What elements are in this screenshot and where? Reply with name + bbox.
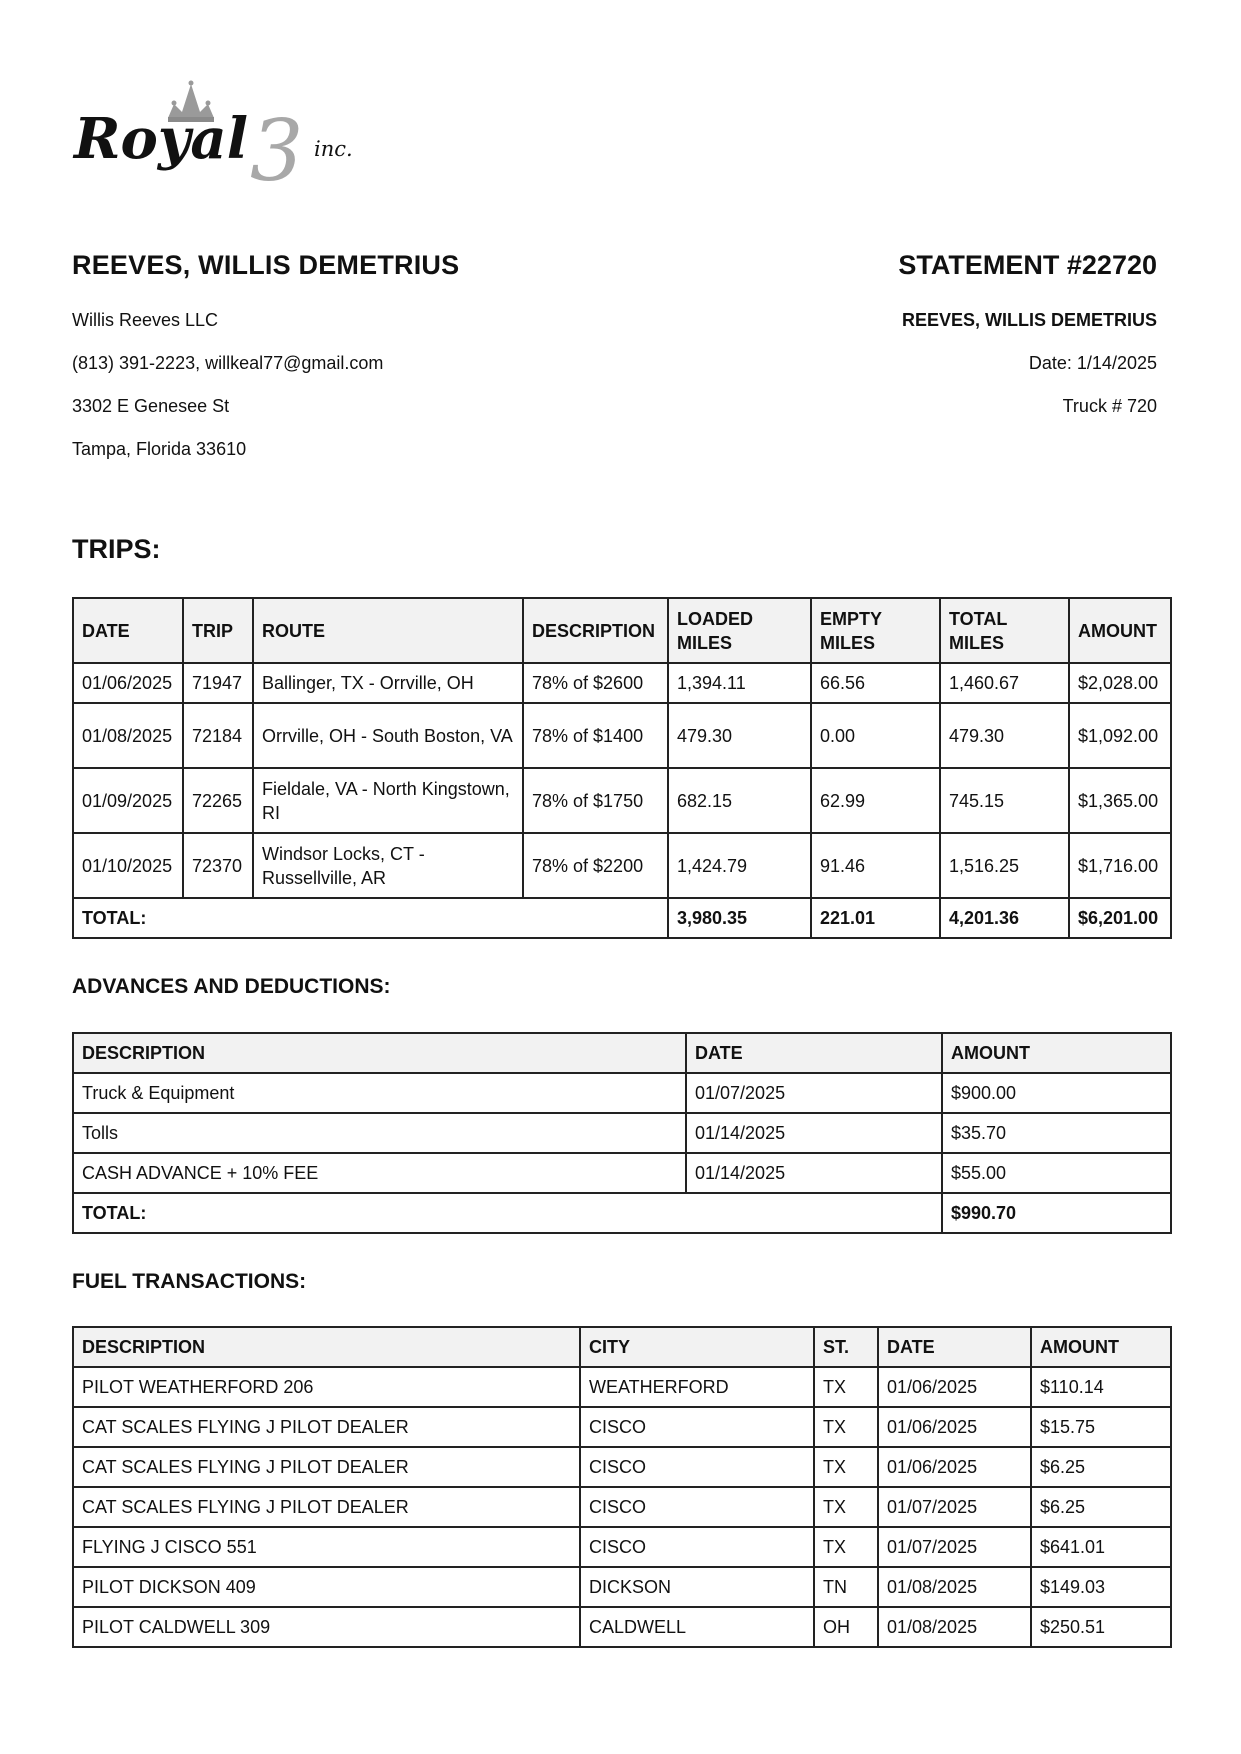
table-cell: 1,516.25 (940, 833, 1069, 898)
table-cell: 66.56 (811, 663, 940, 703)
total-empty-miles: 221.01 (811, 898, 940, 938)
table-cell: 479.30 (668, 703, 811, 768)
table-cell: DICKSON (580, 1567, 814, 1607)
table-cell: 71947 (183, 663, 253, 703)
table-cell: OH (814, 1607, 878, 1647)
table-row (73, 1113, 1171, 1153)
table-cell: $250.51 (1031, 1607, 1171, 1647)
table-row (73, 1527, 1171, 1567)
table-row (73, 703, 1171, 768)
column-header: CITY (580, 1327, 814, 1367)
table-cell: 01/08/2025 (878, 1607, 1031, 1647)
table-cell: $1,092.00 (1069, 703, 1171, 768)
table-cell: CAT SCALES FLYING J PILOT DEALER (73, 1407, 580, 1447)
table-cell: $2,028.00 (1069, 663, 1171, 703)
table-cell: 01/07/2025 (686, 1073, 942, 1113)
table-cell: FLYING J CISCO 551 (73, 1527, 580, 1567)
driver-contact: (813) 391-2223, willkeal77@gmail.com (72, 353, 384, 373)
truck-number: Truck # 720 (1062, 396, 1157, 416)
table-cell: $15.75 (1031, 1407, 1171, 1447)
column-header: ST. (814, 1327, 878, 1367)
table-cell: 0.00 (811, 703, 940, 768)
table-cell: CISCO (580, 1527, 814, 1567)
table-cell: Windsor Locks, CT - Russellville, AR (253, 833, 523, 898)
table-cell: TX (814, 1407, 878, 1447)
table-cell: TN (814, 1567, 878, 1607)
table-cell: 62.99 (811, 768, 940, 833)
driver-address-line2: Tampa, Florida 33610 (72, 439, 247, 459)
table-cell: CISCO (580, 1407, 814, 1447)
column-header: DATE (686, 1033, 942, 1073)
driver-company: Willis Reeves LLC (72, 310, 219, 330)
table-cell: 1,424.79 (668, 833, 811, 898)
table-cell: Tolls (73, 1113, 686, 1153)
table-header-row (73, 1033, 1171, 1073)
advances-table (72, 1032, 1172, 1234)
table-cell: 72265 (183, 768, 253, 833)
table-cell: $149.03 (1031, 1567, 1171, 1607)
table-row (73, 1367, 1171, 1407)
table-cell: 78% of $1400 (523, 703, 668, 768)
table-cell: 72184 (183, 703, 253, 768)
column-header: ROUTE (253, 598, 523, 663)
trips-heading: TRIPS: (72, 534, 161, 564)
column-header: AMOUNT (1069, 598, 1171, 663)
table-cell: 78% of $2600 (523, 663, 668, 703)
fuel-table (72, 1326, 1172, 1648)
total-row (73, 1193, 1171, 1233)
table-cell: Fieldale, VA - North Kingstown, RI (253, 768, 523, 833)
table-cell: CISCO (580, 1447, 814, 1487)
table-cell: TX (814, 1487, 878, 1527)
table-row (73, 1487, 1171, 1527)
table-cell: 479.30 (940, 703, 1069, 768)
table-cell: $1,716.00 (1069, 833, 1171, 898)
table-cell: CAT SCALES FLYING J PILOT DEALER (73, 1487, 580, 1527)
advances-heading: ADVANCES AND DEDUCTIONS: (72, 975, 391, 998)
table-cell: PILOT CALDWELL 309 (73, 1607, 580, 1647)
statement-driver-name: REEVES, WILLIS DEMETRIUS (901, 310, 1157, 330)
total-label: TOTAL: (73, 1193, 942, 1233)
statement-title: STATEMENT #22720 (898, 250, 1157, 280)
table-cell: 01/07/2025 (878, 1487, 1031, 1527)
table-cell: TX (814, 1367, 878, 1407)
table-cell: $1,365.00 (1069, 768, 1171, 833)
table-cell: 78% of $1750 (523, 768, 668, 833)
column-header: DESCRIPTION (73, 1327, 580, 1367)
total-row (73, 898, 1171, 938)
company-logo (72, 76, 392, 196)
column-header: DATE (73, 598, 183, 663)
table-cell: TX (814, 1447, 878, 1487)
table-cell: 01/06/2025 (878, 1447, 1031, 1487)
column-header: DESCRIPTION (523, 598, 668, 663)
table-header-row (73, 1327, 1171, 1367)
column-header: AMOUNT (1031, 1327, 1171, 1367)
svg-text:3: 3 (250, 102, 304, 196)
trips-table (72, 597, 1172, 939)
table-row (73, 663, 1171, 703)
table-cell: WEATHERFORD (580, 1367, 814, 1407)
total-label: TOTAL: (73, 898, 668, 938)
table-cell: CASH ADVANCE + 10% FEE (73, 1153, 686, 1193)
table-row (73, 1407, 1171, 1447)
driver-name-heading: REEVES, WILLIS DEMETRIUS (72, 250, 460, 280)
driver-address-line1: 3302 E Genesee St (72, 396, 230, 416)
table-cell: 01/10/2025 (73, 833, 183, 898)
table-cell: 91.46 (811, 833, 940, 898)
table-row (73, 1607, 1171, 1647)
table-cell: 01/14/2025 (686, 1113, 942, 1153)
statement-date: Date: 1/14/2025 (1028, 353, 1157, 373)
table-cell: 1,460.67 (940, 663, 1069, 703)
total-amount: $990.70 (942, 1193, 1171, 1233)
table-row (73, 1447, 1171, 1487)
table-cell: 745.15 (940, 768, 1069, 833)
table-cell: 682.15 (668, 768, 811, 833)
column-header: DESCRIPTION (73, 1033, 686, 1073)
total-miles: 4,201.36 (940, 898, 1069, 938)
column-header: TOTAL MILES (940, 598, 1069, 663)
table-cell: 01/07/2025 (878, 1527, 1031, 1567)
table-cell: CAT SCALES FLYING J PILOT DEALER (73, 1447, 580, 1487)
table-cell: 01/14/2025 (686, 1153, 942, 1193)
column-header: DATE (878, 1327, 1031, 1367)
table-cell: $900.00 (942, 1073, 1171, 1113)
column-header: LOADED MILES (668, 598, 811, 663)
column-header: EMPTY MILES (811, 598, 940, 663)
total-amount: $6,201.00 (1069, 898, 1171, 938)
table-row (73, 1073, 1171, 1113)
table-cell: Ballinger, TX - Orrville, OH (253, 663, 523, 703)
fuel-heading: FUEL TRANSACTIONS: (72, 1270, 307, 1293)
table-cell: $110.14 (1031, 1367, 1171, 1407)
table-cell: 1,394.11 (668, 663, 811, 703)
table-cell: CISCO (580, 1487, 814, 1527)
table-row (73, 833, 1171, 898)
svg-text:Royal: Royal (74, 106, 248, 172)
column-header: AMOUNT (942, 1033, 1171, 1073)
table-cell: $55.00 (942, 1153, 1171, 1193)
table-cell: $35.70 (942, 1113, 1171, 1153)
table-row (73, 1153, 1171, 1193)
table-row (73, 768, 1171, 833)
table-cell: PILOT DICKSON 409 (73, 1567, 580, 1607)
table-header-row (73, 598, 1171, 663)
table-cell: Truck & Equipment (73, 1073, 686, 1113)
table-cell: CALDWELL (580, 1607, 814, 1647)
svg-text:inc.: inc. (314, 137, 353, 161)
table-cell: 01/08/2025 (73, 703, 183, 768)
table-cell: 78% of $2200 (523, 833, 668, 898)
table-cell: 01/08/2025 (878, 1567, 1031, 1607)
total-loaded-miles: 3,980.35 (668, 898, 811, 938)
table-cell: 01/09/2025 (73, 768, 183, 833)
table-cell: 01/06/2025 (878, 1407, 1031, 1447)
table-cell: 72370 (183, 833, 253, 898)
table-cell: 01/06/2025 (73, 663, 183, 703)
table-cell: PILOT WEATHERFORD 206 (73, 1367, 580, 1407)
table-cell: $6.25 (1031, 1447, 1171, 1487)
table-cell: $641.01 (1031, 1527, 1171, 1567)
table-cell: TX (814, 1527, 878, 1567)
table-cell: 01/06/2025 (878, 1367, 1031, 1407)
table-cell: $6.25 (1031, 1487, 1171, 1527)
table-row (73, 1567, 1171, 1607)
crown-icon (72, 76, 392, 196)
table-cell: Orrville, OH - South Boston, VA (253, 703, 523, 768)
column-header: TRIP (183, 598, 253, 663)
